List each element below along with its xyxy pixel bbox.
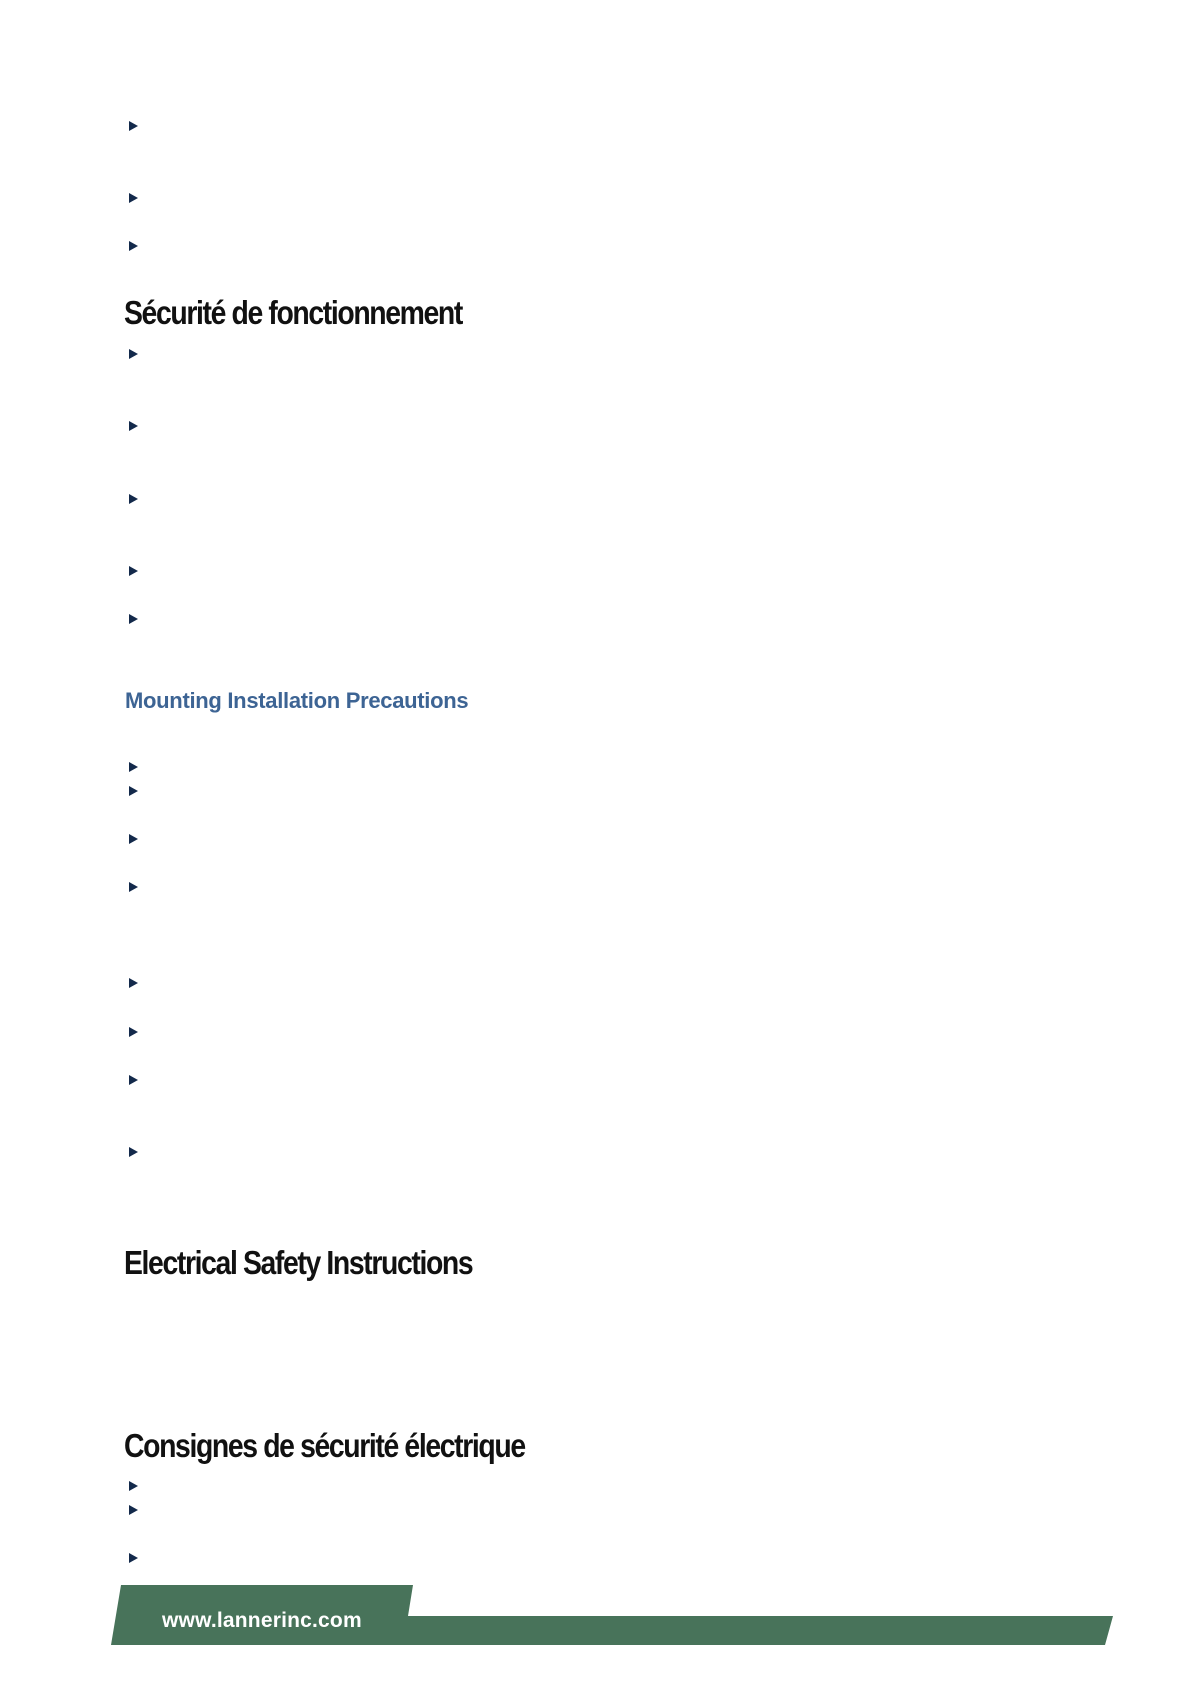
bullet-icon — [129, 978, 138, 988]
bullet-icon — [129, 762, 138, 772]
footer-website-link[interactable]: www.lannerinc.com — [162, 1609, 362, 1632]
bullet-icon — [129, 834, 138, 844]
bullet-icon — [129, 1553, 138, 1563]
bullet-icon — [129, 349, 138, 359]
bullet-icon — [129, 786, 138, 796]
bullet-icon — [129, 1075, 138, 1085]
section-heading-operation-safety: Sécurité de fonctionnement — [124, 294, 462, 331]
bullet-icon — [129, 882, 138, 892]
bullet-icon — [129, 241, 138, 251]
bullet-icon — [129, 614, 138, 624]
section-heading-electrical-safety: Electrical Safety Instructions — [124, 1244, 473, 1281]
bullet-icon — [129, 1147, 138, 1157]
bullet-icon — [129, 193, 138, 203]
bullet-icon — [129, 1027, 138, 1037]
bullet-icon — [129, 1481, 138, 1491]
bullet-icon — [129, 566, 138, 576]
bullet-icon — [129, 121, 138, 131]
section-heading-mounting: Mounting Installation Precautions — [125, 688, 469, 713]
footer-banner — [0, 1585, 1191, 1655]
bullet-icon — [129, 1505, 138, 1515]
bullet-icon — [129, 494, 138, 504]
bullet-icon — [129, 421, 138, 431]
section-heading-electrical-safety-fr: Consignes de sécurité électrique — [124, 1427, 525, 1464]
